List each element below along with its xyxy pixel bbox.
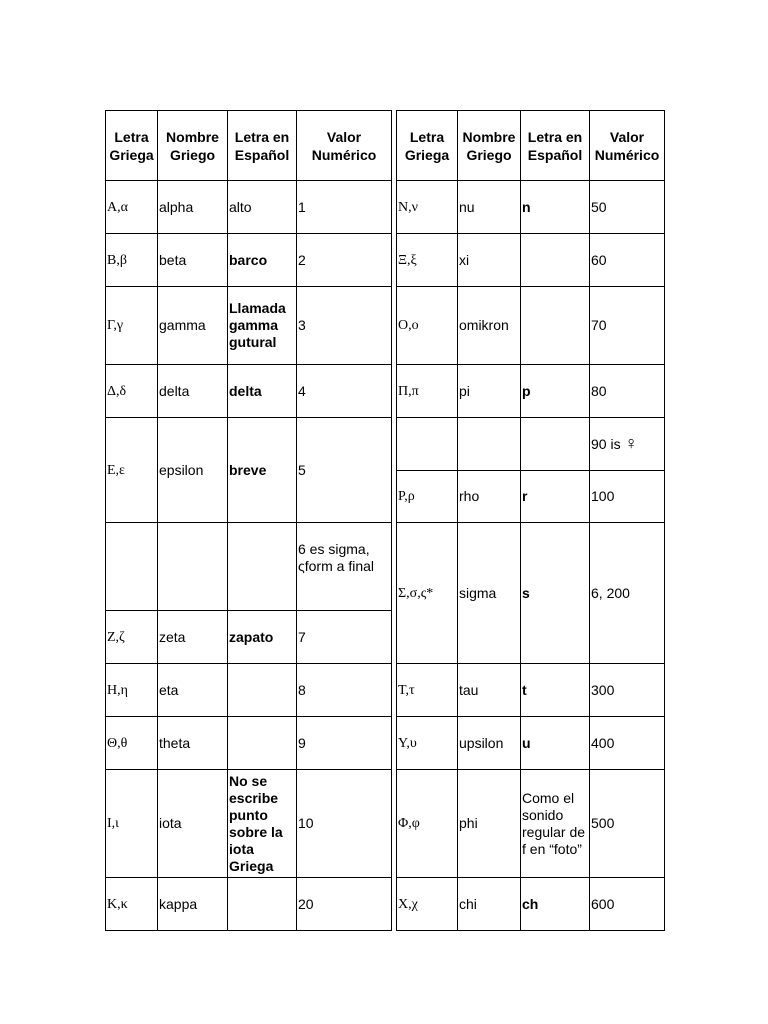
greek-letter: Φ,φ	[397, 770, 458, 878]
table-row	[106, 234, 392, 287]
spanish-letter: Como el sonido regular de f en “foto”	[521, 770, 590, 878]
greek-alphabet-table-left	[105, 110, 392, 931]
greek-name	[458, 418, 521, 471]
greek-letter: Ο,ο	[397, 287, 458, 365]
table-row	[106, 287, 392, 365]
numeric-value: 20	[297, 878, 392, 931]
header-letra-espanol: Letra en Español	[228, 111, 297, 181]
greek-name	[158, 523, 228, 611]
greek-letter: Ρ,ρ	[397, 471, 458, 523]
spanish-letter: alto	[228, 181, 297, 234]
value-text: 90 is	[591, 436, 621, 452]
table-row	[106, 181, 392, 234]
greek-letter: Σ,σ,ς*	[397, 523, 458, 664]
spanish-letter: delta	[228, 365, 297, 418]
numeric-value: 8	[297, 664, 392, 717]
table-row	[397, 234, 665, 287]
table-row	[397, 664, 665, 717]
numeric-value: 4	[297, 365, 392, 418]
greek-name: kappa	[158, 878, 228, 931]
table-row	[397, 878, 665, 931]
spanish-letter: breve	[228, 418, 297, 523]
spanish-letter: r	[521, 471, 590, 523]
numeric-value: 5	[297, 418, 392, 523]
spanish-letter: u	[521, 717, 590, 770]
spanish-letter: zapato	[228, 611, 297, 664]
header-row	[397, 111, 665, 181]
spanish-letter	[521, 287, 590, 365]
numeric-value: 9	[297, 717, 392, 770]
numeric-value: 10	[297, 770, 392, 878]
table-row	[106, 611, 392, 664]
greek-name: zeta	[158, 611, 228, 664]
greek-name: beta	[158, 234, 228, 287]
numeric-value: 70	[590, 287, 665, 365]
spanish-letter	[521, 418, 590, 471]
table-row	[397, 523, 665, 664]
greek-letter: Ν,ν	[397, 181, 458, 234]
greek-letter: Ζ,ζ	[106, 611, 158, 664]
numeric-value: 7	[297, 611, 392, 664]
greek-name: theta	[158, 717, 228, 770]
greek-letter: Ξ,ξ	[397, 234, 458, 287]
table-row	[397, 717, 665, 770]
numeric-value: 600	[590, 878, 665, 931]
spanish-letter: ch	[521, 878, 590, 931]
numeric-value: 300	[590, 664, 665, 717]
header-nombre-griego: Nombre Griego	[458, 111, 521, 181]
numeric-value: 3	[297, 287, 392, 365]
greek-letter: Π,π	[397, 365, 458, 418]
table-row	[397, 287, 665, 365]
greek-letter: Υ,υ	[397, 717, 458, 770]
numeric-value: 400	[590, 717, 665, 770]
header-letra-griega: Letra Griega	[397, 111, 458, 181]
numeric-value: 50	[590, 181, 665, 234]
spanish-letter: Llamada gamma gutural	[228, 287, 297, 365]
numeric-value: 6 es sigma, ςform a final	[297, 523, 392, 611]
greek-letter: Θ,θ	[106, 717, 158, 770]
greek-name: nu	[458, 181, 521, 234]
greek-letter: Δ,δ	[106, 365, 158, 418]
greek-alphabet-table-right	[396, 110, 665, 931]
table-row	[397, 471, 665, 523]
greek-letter: Α,α	[106, 181, 158, 234]
greek-name: sigma	[458, 523, 521, 664]
greek-name: pi	[458, 365, 521, 418]
table-row	[397, 418, 665, 471]
table-row	[106, 717, 392, 770]
spanish-letter: s	[521, 523, 590, 664]
greek-name: chi	[458, 878, 521, 931]
spanish-letter: p	[521, 365, 590, 418]
spanish-letter: n	[521, 181, 590, 234]
greek-name: xi	[458, 234, 521, 287]
greek-letter: Ε,ε	[106, 418, 158, 523]
spanish-letter	[521, 234, 590, 287]
greek-name: phi	[458, 770, 521, 878]
greek-letter: Χ,χ	[397, 878, 458, 931]
header-letra-griega: Letra Griega	[106, 111, 158, 181]
greek-letter	[397, 418, 458, 471]
venus-symbol-icon: ♀	[624, 433, 638, 453]
greek-name: tau	[458, 664, 521, 717]
numeric-value: 500	[590, 770, 665, 878]
spanish-letter	[228, 664, 297, 717]
greek-letter	[106, 523, 158, 611]
greek-name: rho	[458, 471, 521, 523]
table-row	[106, 664, 392, 717]
greek-letter: Κ,κ	[106, 878, 158, 931]
numeric-value: 100	[590, 471, 665, 523]
table-row	[106, 878, 392, 931]
numeric-value: 80	[590, 365, 665, 418]
greek-name: iota	[158, 770, 228, 878]
table-row	[106, 523, 392, 611]
numeric-value: 6, 200	[590, 523, 665, 664]
table-row	[397, 365, 665, 418]
spanish-letter: No se escribe punto sobre la iota Griega	[228, 770, 297, 878]
numeric-value: 2	[297, 234, 392, 287]
table-row	[397, 770, 665, 878]
greek-name: eta	[158, 664, 228, 717]
greek-name: delta	[158, 365, 228, 418]
greek-letter: Β,β	[106, 234, 158, 287]
greek-name: alpha	[158, 181, 228, 234]
greek-letter: Τ,τ	[397, 664, 458, 717]
numeric-value	[590, 418, 665, 471]
header-nombre-griego: Nombre Griego	[158, 111, 228, 181]
header-letra-espanol: Letra en Español	[521, 111, 590, 181]
header-valor-numerico: Valor Numérico	[590, 111, 665, 181]
spanish-letter: barco	[228, 234, 297, 287]
spanish-letter	[228, 878, 297, 931]
table-row	[106, 418, 392, 523]
greek-name: upsilon	[458, 717, 521, 770]
spanish-letter: t	[521, 664, 590, 717]
greek-letter: Η,η	[106, 664, 158, 717]
table-row	[106, 770, 392, 878]
table-row	[397, 181, 665, 234]
numeric-value: 60	[590, 234, 665, 287]
table-row	[106, 365, 392, 418]
greek-letter: Ι,ι	[106, 770, 158, 878]
greek-name: gamma	[158, 287, 228, 365]
header-row	[106, 111, 392, 181]
greek-name: epsilon	[158, 418, 228, 523]
header-valor-numerico: Valor Numérico	[297, 111, 392, 181]
numeric-value: 1	[297, 181, 392, 234]
spanish-letter	[228, 717, 297, 770]
greek-letter: Γ,γ	[106, 287, 158, 365]
spanish-letter	[228, 523, 297, 611]
greek-name: omikron	[458, 287, 521, 365]
